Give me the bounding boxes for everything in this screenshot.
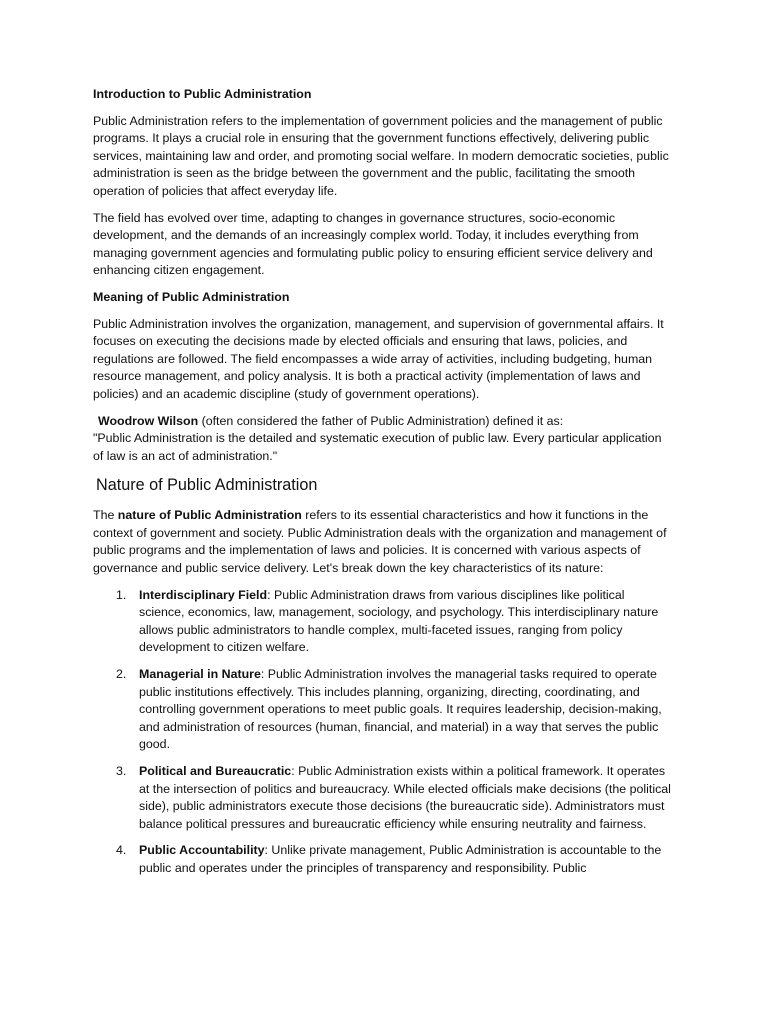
- list-item: [93, 842, 673, 877]
- quote-lead-line: [93, 413, 673, 431]
- document-page: [93, 86, 673, 887]
- list-item-number: 4.: [116, 843, 127, 858]
- intro-heading: Introduction to Public Administration: [93, 87, 312, 101]
- nature-intro-pre: The: [93, 508, 118, 523]
- list-item: [93, 763, 673, 833]
- nature-intro-paragraph: [93, 507, 673, 577]
- wilson-quote-block: [93, 413, 673, 466]
- list-item-text: : Unlike private management, Public Administration is accountable to the public and operates under the principles of transparency and responsibility. Public: [139, 843, 662, 875]
- meaning-heading: Meaning of Public Administration: [93, 289, 290, 304]
- list-item-text: : Public Administration draws from various disciplines like political science, economics, law, management, sociology, and psychology. This interdisciplinary nature allows public administrators to handle complex, multi-faceted issues, ranging from policy development to citizen welfare.: [139, 587, 659, 655]
- list-item-number: 3.: [116, 764, 127, 778]
- intro-paragraph-2: The field has evolved over time, adapting to changes in governance structures, socio-economic development, and the demands of an increasingly complex world. Today, it includes everything from managing government agencies and formulating public policy to ensuring efficient service delivery and enhancing citizen engagement.: [93, 210, 653, 278]
- quote-text: "Public Administration is the detailed and systematic execution of public law. Every particular application of law is an act of administration.": [93, 431, 662, 463]
- nature-section-title: Nature of Public Administration: [96, 476, 318, 495]
- meaning-paragraph: Public Administration involves the organization, management, and supervision of governmental affairs. It focuses on executing the decisions made by elected officials and ensuring that laws, policies, and regulations are followed. The field encompasses a wide array of activities, including budgeting, human resource management, and policy analysis. It is both a practical activity (implementation of laws and policies) and an academic discipline (study of government operations).: [93, 316, 664, 401]
- list-item-title: Public Accountability: [139, 843, 265, 858]
- list-item-text: : Public Administration involves the managerial tasks required to operate public institutions effectively. This includes planning, organizing, directing, coordinating, and controlling government operations to meet public goals. It requires leadership, decision-making, and administration of resources (human, financial, and material) in a way that serves the public good.: [139, 667, 662, 752]
- quote-author-name: Woodrow Wilson: [98, 413, 199, 428]
- list-item: [93, 666, 673, 754]
- list-item-title: Managerial in Nature: [139, 667, 261, 682]
- list-item-title: Political and Bureaucratic: [139, 764, 292, 778]
- list-item: [93, 587, 673, 657]
- quote-lead-text: (often considered the father of Public Administration) defined it as:: [198, 413, 564, 428]
- list-item-number: 1.: [116, 587, 127, 602]
- nature-characteristics-list: [93, 587, 673, 878]
- nature-intro-bold: nature of Public Administration: [117, 508, 302, 523]
- list-item-title: Interdisciplinary Field: [139, 587, 268, 602]
- list-item-number: 2.: [116, 667, 127, 682]
- intro-paragraph-1: Public Administration refers to the implementation of government policies and the management of public programs. It plays a crucial role in ensuring that the government functions effectively, delivering public services, maintaining law and order, and promoting social welfare. In modern democratic societies, public administration is seen as the bridge between the government and the public, facilitating the smooth operation of policies that affect everyday life.: [93, 113, 669, 198]
- list-item-text: : Public Administration exists within a political framework. It operates at the intersection of politics and bureaucracy. While elected officials make decisions (the political side), public administrators execute those decisions (the bureaucratic side). Administrators must balance political pressures and bureaucratic efficiency while ensuring neutrality and fairness.: [139, 764, 671, 831]
- nature-intro-post: refers to its essential characteristics and how it functions in the context of government and society. Public Administration deals with the organization and management of public programs and the implementation of laws and policies. It is concerned with various aspects of governance and public service delivery. Let's break down the key characteristics of its nature:: [93, 508, 667, 576]
